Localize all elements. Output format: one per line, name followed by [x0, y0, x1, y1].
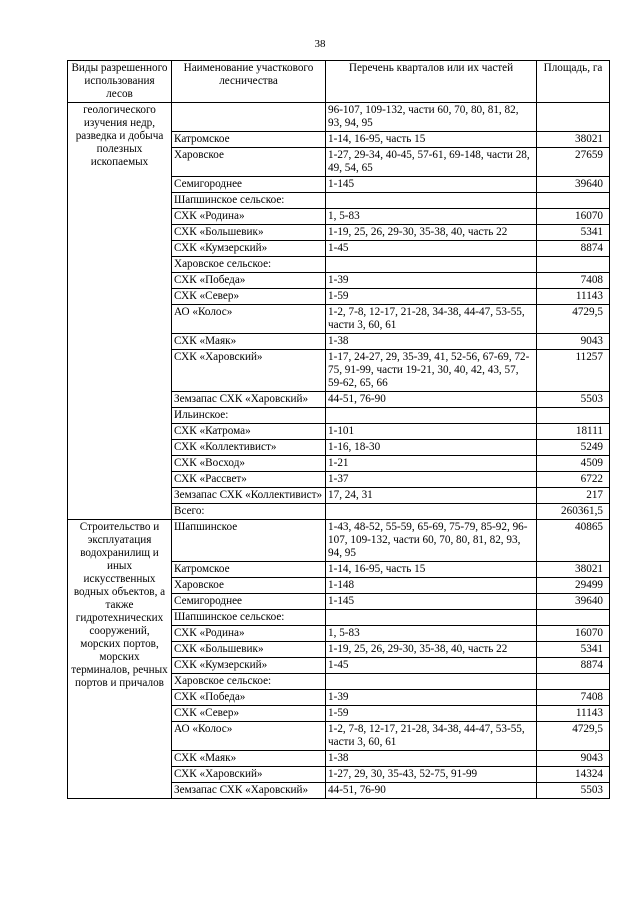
forestry-name-cell: СХК «Харовский»: [172, 767, 326, 783]
forestry-name-cell: СХК «Маяк»: [172, 334, 326, 350]
area-cell: 217: [537, 488, 610, 504]
quarters-cell: 1-45: [326, 658, 537, 674]
quarters-cell: 1-27, 29-34, 40-45, 57-61, 69-148, части 28, 49, 54, 65: [326, 148, 537, 177]
area-cell: 9043: [537, 334, 610, 350]
forestry-name-cell: Харовское: [172, 148, 326, 177]
forestry-name-cell: СХК «Родина»: [172, 626, 326, 642]
area-cell: 29499: [537, 578, 610, 594]
usage-kind-cell: геологического изучения недр, разведка и добыча полезных ископаемых: [68, 103, 172, 520]
table-row: [68, 520, 610, 562]
quarters-cell: 1-2, 7-8, 12-17, 21-28, 34-38, 44-47, 53-55, части 3, 60, 61: [326, 305, 537, 334]
header-quarters: Перечень кварталов или их частей: [326, 61, 537, 103]
usage-kind-cell: Строительство и эксплуатация водохранилищ и иных искусственных водных объектов, а также гидротехнических сооружений, морских портов, морских терминалов, речных портов и причалов: [68, 520, 172, 799]
table-header-row: [68, 61, 610, 103]
quarters-cell: 1-2, 7-8, 12-17, 21-28, 34-38, 44-47, 53-55, части 3, 60, 61: [326, 722, 537, 751]
forestry-name-cell: Семигороднее: [172, 177, 326, 193]
area-cell: [537, 257, 610, 273]
area-cell: 11143: [537, 289, 610, 305]
area-cell: 27659: [537, 148, 610, 177]
quarters-cell: 1-39: [326, 273, 537, 289]
area-cell: [537, 674, 610, 690]
header-kind: Виды разрешенного использования лесов: [68, 61, 172, 103]
quarters-cell: 44-51, 76-90: [326, 783, 537, 799]
quarters-cell: [326, 257, 537, 273]
table-body: [68, 103, 610, 799]
area-cell: 5341: [537, 225, 610, 241]
area-cell: 6722: [537, 472, 610, 488]
area-cell: 7408: [537, 273, 610, 289]
forestry-name-cell: СХК «Кумзерский»: [172, 658, 326, 674]
quarters-cell: 1-38: [326, 334, 537, 350]
forestry-name-cell: СХК «Север»: [172, 289, 326, 305]
area-cell: 38021: [537, 132, 610, 148]
header-forestry: Наименование участкового лесничества: [172, 61, 326, 103]
forestry-name-cell: [172, 103, 326, 132]
forestry-name-cell: СХК «Победа»: [172, 690, 326, 706]
quarters-cell: 1-16, 18-30: [326, 440, 537, 456]
forestry-name-cell: СХК «Рассвет»: [172, 472, 326, 488]
quarters-cell: 1-59: [326, 289, 537, 305]
area-cell: [537, 408, 610, 424]
forestry-name-cell: СХК «Харовский»: [172, 350, 326, 392]
area-cell: 4509: [537, 456, 610, 472]
forestry-name-cell: Харовское: [172, 578, 326, 594]
forestry-name-cell: Шапшинское: [172, 520, 326, 562]
forestry-name-cell: СХК «Коллективист»: [172, 440, 326, 456]
area-cell: [537, 103, 610, 132]
quarters-cell: 1-19, 25, 26, 29-30, 35-38, 40, часть 22: [326, 642, 537, 658]
area-cell: 16070: [537, 626, 610, 642]
quarters-cell: 1-21: [326, 456, 537, 472]
quarters-cell: 96-107, 109-132, части 60, 70, 80, 81, 82, 93, 94, 95: [326, 103, 537, 132]
area-cell: 5503: [537, 783, 610, 799]
forestry-name-cell: Семигороднее: [172, 594, 326, 610]
area-cell: 16070: [537, 209, 610, 225]
forestry-name-cell: СХК «Родина»: [172, 209, 326, 225]
quarters-cell: [326, 610, 537, 626]
area-cell: 5249: [537, 440, 610, 456]
area-cell: 38021: [537, 562, 610, 578]
forestry-name-cell: СХК «Кумзерский»: [172, 241, 326, 257]
forestry-name-cell: Шапшинское сельское:: [172, 610, 326, 626]
quarters-cell: 1-59: [326, 706, 537, 722]
area-cell: 260361,5: [537, 504, 610, 520]
area-cell: 8874: [537, 658, 610, 674]
quarters-cell: 1-38: [326, 751, 537, 767]
header-area: Площадь, га: [537, 61, 610, 103]
area-cell: 39640: [537, 594, 610, 610]
table-row: [68, 103, 610, 132]
forestry-name-cell: Всего:: [172, 504, 326, 520]
area-cell: 14324: [537, 767, 610, 783]
quarters-cell: 1-19, 25, 26, 29-30, 35-38, 40, часть 22: [326, 225, 537, 241]
quarters-cell: 1-14, 16-95, часть 15: [326, 132, 537, 148]
forestry-name-cell: Катромское: [172, 132, 326, 148]
quarters-cell: 1-101: [326, 424, 537, 440]
quarters-cell: 1-145: [326, 177, 537, 193]
quarters-cell: 1, 5-83: [326, 626, 537, 642]
forestry-name-cell: Земзапас СХК «Коллективист»: [172, 488, 326, 504]
forest-use-table: [67, 60, 610, 799]
forestry-name-cell: СХК «Катрома»: [172, 424, 326, 440]
forestry-name-cell: Ильинское:: [172, 408, 326, 424]
quarters-cell: 1-148: [326, 578, 537, 594]
forestry-name-cell: АО «Колос»: [172, 722, 326, 751]
area-cell: 4729,5: [537, 722, 610, 751]
forestry-name-cell: АО «Колос»: [172, 305, 326, 334]
forestry-name-cell: Харовское сельское:: [172, 674, 326, 690]
forestry-name-cell: Харовское сельское:: [172, 257, 326, 273]
forestry-name-cell: СХК «Север»: [172, 706, 326, 722]
area-cell: 4729,5: [537, 305, 610, 334]
quarters-cell: 1-37: [326, 472, 537, 488]
quarters-cell: 1-39: [326, 690, 537, 706]
forestry-name-cell: Катромское: [172, 562, 326, 578]
quarters-cell: 1-14, 16-95, часть 15: [326, 562, 537, 578]
quarters-cell: [326, 674, 537, 690]
area-cell: 5341: [537, 642, 610, 658]
forestry-name-cell: СХК «Маяк»: [172, 751, 326, 767]
area-cell: 9043: [537, 751, 610, 767]
quarters-cell: [326, 408, 537, 424]
quarters-cell: 1-17, 24-27, 29, 35-39, 41, 52-56, 67-69, 72-75, 91-99, части 19-21, 30, 40, 42, 43, 57, 59-62, 65, 66: [326, 350, 537, 392]
forestry-name-cell: Шапшинское сельское:: [172, 193, 326, 209]
quarters-cell: 17, 24, 31: [326, 488, 537, 504]
area-cell: [537, 610, 610, 626]
quarters-cell: 1-45: [326, 241, 537, 257]
area-cell: [537, 193, 610, 209]
forestry-name-cell: Земзапас СХК «Харовский»: [172, 392, 326, 408]
quarters-cell: [326, 193, 537, 209]
forestry-name-cell: СХК «Восход»: [172, 456, 326, 472]
quarters-cell: 1-145: [326, 594, 537, 610]
forestry-name-cell: СХК «Победа»: [172, 273, 326, 289]
forestry-name-cell: СХК «Большевик»: [172, 642, 326, 658]
area-cell: 11257: [537, 350, 610, 392]
page-number: 38: [314, 38, 326, 50]
area-cell: 7408: [537, 690, 610, 706]
area-cell: 39640: [537, 177, 610, 193]
quarters-cell: 1-27, 29, 30, 35-43, 52-75, 91-99: [326, 767, 537, 783]
quarters-cell: 44-51, 76-90: [326, 392, 537, 408]
area-cell: 5503: [537, 392, 610, 408]
area-cell: 11143: [537, 706, 610, 722]
forestry-name-cell: Земзапас СХК «Харовский»: [172, 783, 326, 799]
area-cell: 8874: [537, 241, 610, 257]
quarters-cell: 1-43, 48-52, 55-59, 65-69, 75-79, 85-92, 96-107, 109-132, части 60, 70, 80, 81, 82, 93, 94, 95: [326, 520, 537, 562]
quarters-cell: 1, 5-83: [326, 209, 537, 225]
area-cell: 40865: [537, 520, 610, 562]
quarters-cell: [326, 504, 537, 520]
forestry-name-cell: СХК «Большевик»: [172, 225, 326, 241]
area-cell: 18111: [537, 424, 610, 440]
